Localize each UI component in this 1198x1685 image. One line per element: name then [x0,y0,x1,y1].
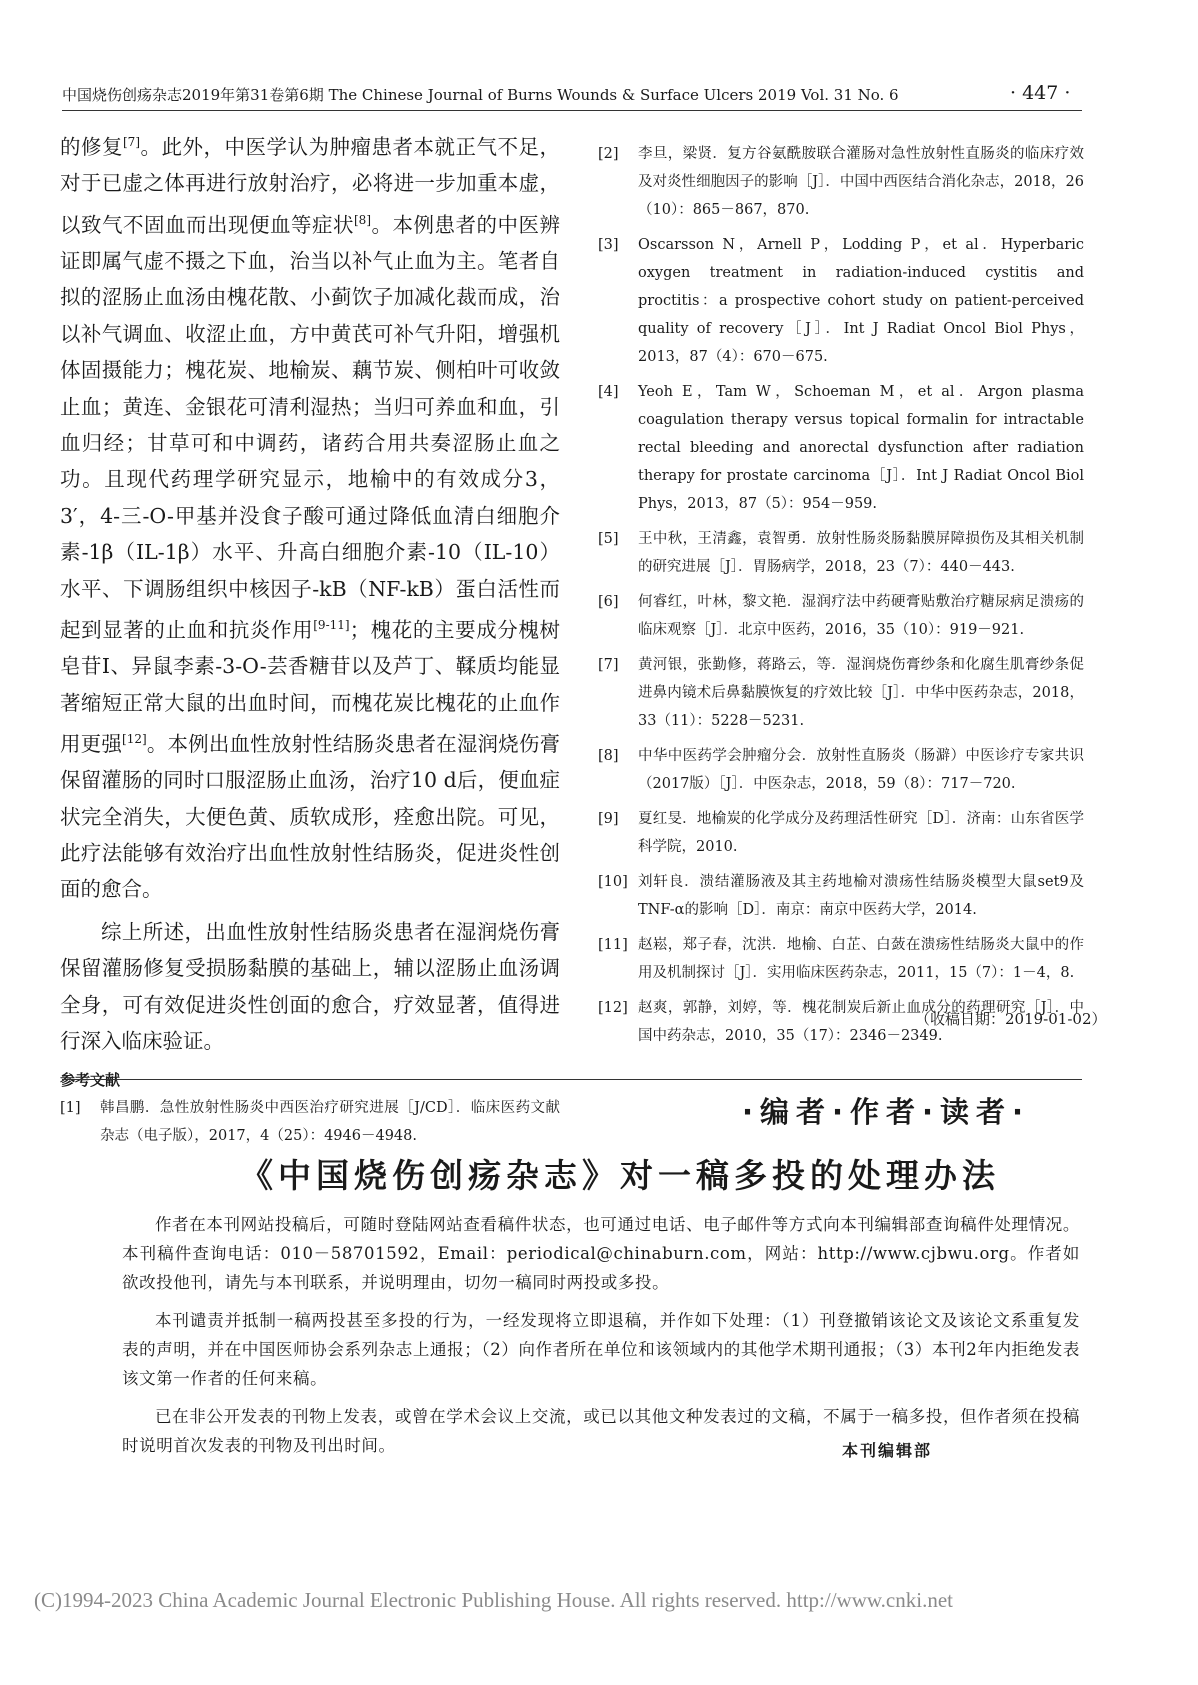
reference-text: 中华中医药学会肿瘤分会．放射性直肠炎（肠澼）中医诊疗专家共识（2017版）［J］．中医杂志，2018，59（8）：717－720. [638,748,1084,792]
notice-body [122,1210,1080,1469]
reference-number: [6] [598,594,619,610]
reference-number: [12] [598,1000,628,1016]
reference-number: [1] [60,1100,81,1117]
citation: [8] [354,212,371,227]
notice-paragraph: 作者在本刊网站投稿后，可随时登陆网站查看稿件状态，也可通过电话、电子邮件等方式向本刊编辑部查询稿件处理情况。本刊稿件查询电话：010－58701592，Email：periodical@chinaburn.com，网站：http://www.cjbwu.org。作者如欲改投他刊，请先与本刊联系，并说明理由，切勿一稿同时两投或多投。 [122,1215,1080,1292]
reference-number: [10] [598,874,628,890]
reference-text: 何睿红，叶林，黎文艳．湿润疗法中药硬膏贴敷治疗糖尿病足溃疡的临床观察［J］．北京中医药，2016，35（10）：919－921. [638,594,1084,638]
paragraph-text: 。本例患者的中医辨证即属气虚不摄之下血，治当以补气止血为主。笔者自拟的涩肠止血汤由槐花散、小蓟饮子加减化裁而成，治以补气调血、收涩止血，方中黄芪可补气升阳，增强机体固摄能力；槐花炭、地榆炭、藕节炭、侧柏叶可收敛止血；黄连、金银花可清利湿热；当归可养血和血，引血归经；甘草可和中调药，诸药合用共奏涩肠止血之功。且现代药理学研究显示，地榆中的有效成分3，3′，4-三-O-甲基并没食子酸可通过降低血清白细胞介素-1β（IL-1β）水平、升高白细胞介素-10（IL-10）水平、下调肠组织中核因子-kB（NF-kB）蛋白活性而起到显著的止血和抗炎作用 [60,212,560,642]
citation: [9-11] [313,617,350,632]
reference-text: 夏红旻．地榆炭的化学成分及药理活性研究［D］．济南：山东省医学科学院，2010. [638,811,1084,855]
header-rule [62,110,1082,111]
reference-text: Yeoh E，Tam W，Schoeman M，et al．Argon plasma coagulation therapy versus topical formalin for intractable rectal bleeding and anorectal dysfunction after radiation therapy for prostate carcinoma［J］．Int J Radiat Oncol Biol Phys，2013，87（5）：954－959. [638,384,1084,512]
paragraph-text: 的修复 [60,134,123,159]
reference-text: 赵爽，郭静，刘婷，等．槐花制炭后新止血成分的药理研究［J］．中国中药杂志，2010，35（17）：2346－2349. [638,1000,1084,1044]
paragraph-text: 。此外，中医学认为肿瘤患者本就正气不足，对于已虚之体再进行放射治疗，必将进一步加重本虚，以致气不固血而出现便血等症状 [60,134,560,237]
body-paragraph [60,124,560,908]
reference-item [60,1094,560,1150]
references-heading: 参考文献 [60,1071,121,1090]
notice-paragraph: 本刊谴责并抵制一稿两投甚至多投的行为，一经发现将立即退稿，并作如下处理：（1）刊登撤销该论文及该论文系重复发表的声明，并在中国医师协会系列杂志上通报；（2）向作者所在单位和该领域内的其他学术期刊通报；（3）本刊2年内拒绝发表该文第一作者的任何来稿。 [122,1311,1080,1388]
received-date: （收稿日期：2019-01-02） [915,1010,1107,1028]
reference-text: 赵崧，郑子春，沈洪．地榆、白芷、白蔹在溃疡性结肠炎大鼠中的作用及机制探讨［J］．实用临床医药杂志，2011，15（7）：1－4，8. [638,937,1084,981]
paragraph-text: 。本例出血性放射性结肠炎患者在湿润烧伤膏保留灌肠的同时口服涩肠止血汤，治疗10 d后，便血症状完全消失，大便色黄、质软成形，痊愈出院。可见，此疗法能够有效治疗出血性放射性结肠炎，促进炎性创面的愈合。 [60,731,561,902]
notice-title: 《中国烧伤创疡杂志》对一稿多投的处理办法 [240,1156,1000,1195]
reference-item [598,931,1084,987]
column-heading: ·编者·作者·读者· [742,1095,1031,1129]
copyright-watermark: (C)1994-2023 China Academic Journal Electronic Publishing House. All rights reserved. http://www.cnki.net [34,1588,953,1612]
right-column-references [598,140,1084,1057]
body-paragraph: 综上所述，出血性放射性结肠炎患者在湿润烧伤膏保留灌肠修复受损肠黏膜的基础上，辅以涩肠止血汤调全身，可有效促进炎性创面的愈合，疗效显著，值得进行深入临床验证。 [60,919,560,1054]
reference-item [598,140,1084,224]
citation: [7] [123,135,140,149]
notice-paragraph: 已在非公开发表的刊物上发表，或曾在学术会议上交流，或已以其他文种发表过的文稿，不属于一稿多投，但作者须在投稿时说明首次发表的刊物及刊出时间。 [122,1407,1080,1455]
reference-number: [4] [598,384,619,400]
reference-item [598,805,1084,861]
reference-item [598,588,1084,644]
reference-item [598,231,1084,371]
left-column [60,124,560,1150]
reference-number: [3] [598,237,619,253]
reference-text: 黄河银，张勤修，蒋路云，等．湿润烧伤膏纱条和化腐生肌膏纱条促进鼻内镜术后鼻黏膜恢复的疗效比较［J］．中华中医药杂志，2018，33（11）：5228－5231. [638,657,1084,729]
citation: [12] [122,731,147,746]
reference-item [598,525,1084,581]
reference-number: [5] [598,531,619,547]
reference-number: [8] [598,748,619,764]
reference-text: 韩昌鹏．急性放射性肠炎中西医治疗研究进展［J/CD］．临床医药文献杂志（电子版），2017，4（25）：4946－4948. [100,1100,560,1145]
reference-number: [7] [598,657,619,673]
reference-number: [11] [598,937,628,953]
reference-number: [2] [598,146,619,162]
notice-signature: 本刊编辑部 [842,1441,933,1460]
reference-text: 王中秋，王清鑫，袁智勇．放射性肠炎肠黏膜屏障损伤及其相关机制的研究进展［J］．胃肠病学，2018，23（7）：440－443. [638,531,1084,575]
reference-item [598,742,1084,798]
reference-text: 李旦，梁贤．复方谷氨酰胺联合灌肠对急性放射性直肠炎的临床疗效及对炎性细胞因子的影响［J］．中国中西医结合消化杂志，2018，26（10）：865－867，870. [638,146,1084,218]
section-divider [62,1079,1082,1080]
page-number: · 447 · [1010,82,1071,104]
reference-item [598,651,1084,735]
reference-number: [9] [598,811,619,827]
reference-text: 刘轩良．溃结灌肠液及其主药地榆对溃疡性结肠炎模型大鼠set9及TNF-α的影响［D］．南京：南京中医药大学，2014. [638,874,1084,918]
paragraph-text: ；槐花的主要成分槐树皂苷Ⅰ、异鼠李素-3-O-芸香糖苷以及芦丁、鞣质均能显著缩短正常大鼠的出血时间，而槐花炭比槐花的止血作用更强 [60,617,561,756]
running-header: 中国烧伤创疡杂志2019年第31卷第6期 The Chinese Journal of Burns Wounds & Surface Ulcers 2019 Vol. 31 No. 6 [62,86,899,104]
reference-text: Oscarsson N，Arnell P，Lodding P，et al．Hyperbaric oxygen treatment in radiation-induced cystitis and proctitis：a prospective cohort study on patient-perceived quality of recovery［J］．Int J Radiat Oncol Biol Phys，2013，87（4）：670－675. [638,237,1084,365]
reference-item [598,868,1084,924]
reference-item [598,378,1084,518]
